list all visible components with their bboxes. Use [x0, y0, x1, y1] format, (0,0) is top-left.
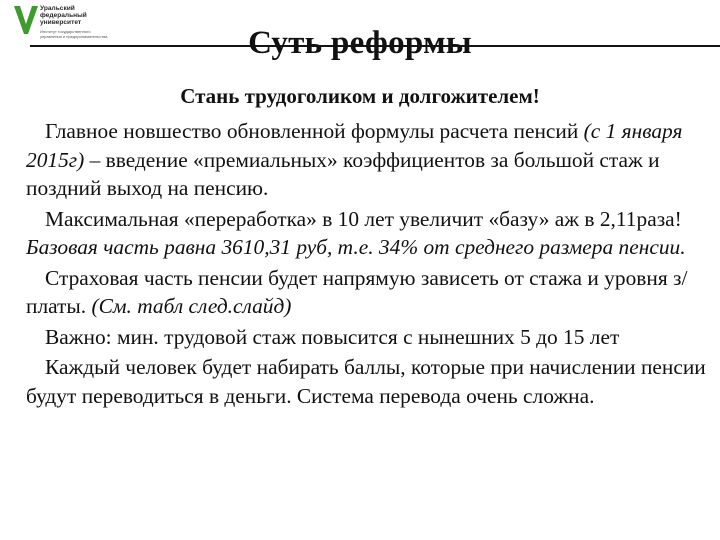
slide-subtitle: Стань трудоголиком и долгожителем! — [180, 84, 540, 108]
paragraph-italic-text: (См. табл след.слайд) — [91, 294, 292, 318]
body-paragraph — [26, 264, 706, 321]
university-name-line: университет — [40, 19, 82, 27]
paragraph-text: Важно: мин. трудовой стаж повысится с нынешних 5 до 15 лет — [45, 324, 620, 349]
body-paragraph — [26, 117, 706, 203]
body-paragraph — [26, 353, 706, 410]
slide-title: Суть реформы — [248, 25, 472, 61]
institute-name-line: управления и предпринимательства — [40, 34, 108, 39]
paragraph-text: Каждый человек будет набирать баллы, которые при начислении пенсии будут переводиться в деньги. Система перевода очень сложна. — [26, 355, 706, 408]
body-paragraph — [26, 205, 706, 262]
paragraph-italic-text: (с 1 января 2015г) — [26, 119, 683, 172]
paragraph-text: Максимальная «переработка» в 10 лет увеличит «базу» аж в 2,11раза! — [45, 206, 682, 231]
paragraph-text-continued: – введение «премиальных» коэффициентов за большой стаж и поздний выход на пенсию. — [26, 147, 660, 200]
paragraph-italic-text: Базовая часть равна 3610,31 руб, т.е. 34% от среднего размера пенсии. — [26, 235, 686, 259]
slide-body — [26, 117, 706, 412]
body-paragraph — [26, 323, 706, 352]
paragraph-text: Страховая часть пенсии будет напрямую зависеть от стажа и уровня з/платы. — [26, 265, 688, 318]
university-name-line: федеральный — [40, 12, 87, 20]
paragraph-text: Главное новшество обновленной формулы расчета пенсий — [45, 119, 584, 143]
institute-name-line: Институт государственного — [40, 29, 91, 34]
university-name-line: Уральский — [40, 5, 75, 12]
